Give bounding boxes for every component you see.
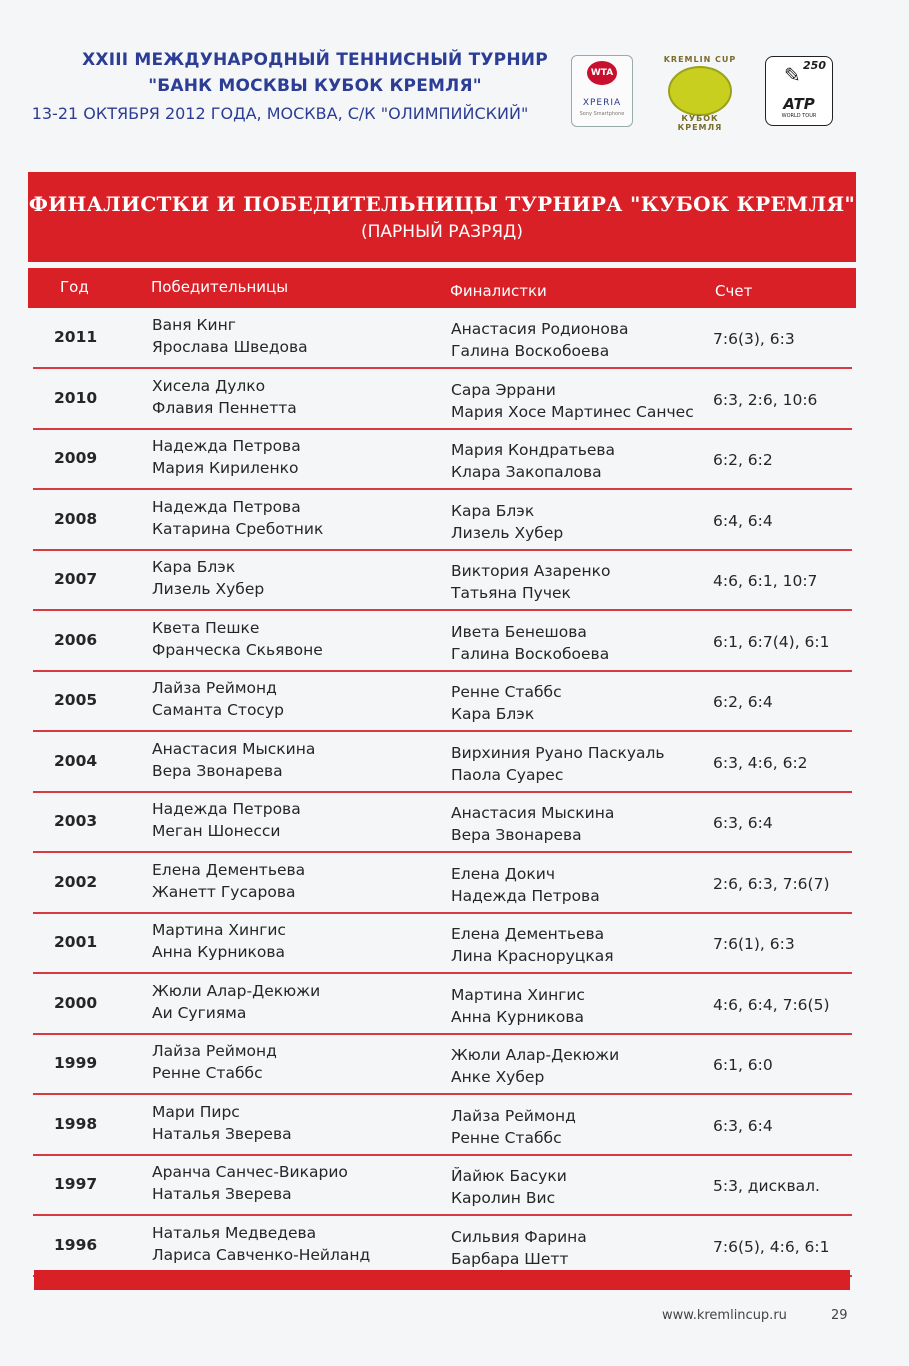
section-title: ФИНАЛИСТКИ И ПОБЕДИТЕЛЬНИЦЫ ТУРНИРА "КУБОК КРЕМЛЯ" bbox=[28, 192, 856, 216]
table-row bbox=[0, 974, 909, 1035]
finalists-cell bbox=[451, 984, 585, 1028]
score-cell: 4:6, 6:4, 7:6(5) bbox=[713, 995, 830, 1014]
winner-name: Жюли Алар-Декюжи bbox=[152, 981, 321, 1000]
wta-badge: WTA bbox=[587, 61, 617, 85]
score-cell: 2:6, 6:3, 7:6(7) bbox=[713, 874, 830, 893]
table-row bbox=[0, 732, 909, 793]
year-cell: 2005 bbox=[54, 691, 98, 709]
section-banner bbox=[28, 172, 856, 262]
finalist-name: Барбара Шетт bbox=[451, 1249, 569, 1268]
year-cell: 2004 bbox=[54, 751, 98, 770]
finalist-name: Сара Эррани bbox=[451, 380, 556, 399]
column-header-winners: Победительницы bbox=[151, 278, 289, 296]
finalist-name: Анке Хубер bbox=[451, 1068, 545, 1086]
score-cell: 6:2, 6:4 bbox=[713, 693, 773, 711]
table-row bbox=[0, 490, 909, 551]
winner-name: Елена Дементьева bbox=[152, 860, 306, 879]
winner-name: Лизель Хубер bbox=[152, 580, 265, 598]
kremlin-cup-bottom-text: КУБОК КРЕМЛЯ bbox=[677, 114, 723, 132]
winner-name: Ваня Кинг bbox=[152, 316, 236, 334]
finalists-cell bbox=[451, 439, 615, 483]
winners-cell bbox=[152, 738, 315, 782]
score-cell: 6:3, 6:4 bbox=[713, 814, 773, 832]
column-header-finalists: Финалистки bbox=[450, 282, 547, 300]
score-cell: 6:3, 4:6, 6:2 bbox=[713, 753, 808, 772]
score-cell: 6:4, 6:4 bbox=[713, 511, 773, 530]
winner-name: Ярослава Шведова bbox=[152, 338, 308, 356]
winner-name: Франческа Скьявоне bbox=[152, 640, 323, 659]
finalist-name: Анна Курникова bbox=[451, 1007, 584, 1026]
winner-name: Лайза Реймонд bbox=[152, 1042, 277, 1060]
winner-name: Надежда Петрова bbox=[152, 800, 301, 818]
finalist-name: Анастасия Родионова bbox=[451, 320, 629, 338]
table-row bbox=[0, 1155, 909, 1216]
year-cell: 1997 bbox=[54, 1175, 98, 1193]
table-row bbox=[0, 308, 909, 369]
finalist-name: Ренне Стаббс bbox=[451, 1128, 562, 1147]
finalist-name: Лизель Хубер bbox=[451, 523, 564, 542]
winners-cell bbox=[152, 617, 323, 661]
year-cell: 2006 bbox=[54, 630, 98, 649]
year-cell: 2010 bbox=[54, 388, 98, 407]
finalists-cell bbox=[451, 621, 609, 665]
table-row bbox=[0, 429, 909, 490]
finalists-cell bbox=[451, 681, 562, 725]
finalists-cell bbox=[451, 742, 665, 786]
table-row bbox=[0, 1216, 909, 1277]
finalists-cell bbox=[451, 1165, 567, 1209]
winner-name: Мари Пирс bbox=[152, 1102, 240, 1121]
winners-cell bbox=[152, 1161, 348, 1205]
column-header-year: Год bbox=[60, 278, 89, 296]
atp-250-logo bbox=[765, 56, 833, 126]
winners-cell bbox=[152, 980, 320, 1024]
winner-name: Анастасия Мыскина bbox=[152, 739, 316, 758]
winners-cell bbox=[152, 496, 323, 540]
finalist-name: Ивета Бенешова bbox=[451, 622, 587, 641]
winners-cell bbox=[152, 1222, 370, 1266]
finalist-name: Анастасия Мыскина bbox=[451, 804, 615, 822]
finalist-name: Галина Воскобоева bbox=[451, 644, 610, 663]
winners-cell bbox=[152, 435, 301, 479]
column-header-score: Счет bbox=[715, 282, 753, 300]
year-cell: 2001 bbox=[54, 933, 98, 951]
finalist-name: Паола Суарес bbox=[451, 765, 564, 784]
finalists-cell bbox=[451, 1105, 576, 1149]
winner-name: Мартина Хингис bbox=[152, 921, 286, 939]
score-cell: 7:6(5), 4:6, 6:1 bbox=[713, 1237, 830, 1256]
finalist-name: Мария Кондратьева bbox=[451, 441, 616, 459]
finalists-cell bbox=[451, 379, 694, 423]
finalist-name: Йайюк Басуки bbox=[451, 1167, 567, 1185]
tennis-ball-icon bbox=[668, 66, 732, 116]
year-cell: 1996 bbox=[54, 1235, 98, 1254]
table-row bbox=[0, 913, 909, 974]
table-header bbox=[28, 268, 856, 308]
winner-name: Наталья Медведева bbox=[152, 1223, 317, 1242]
kremlin-cup-logo bbox=[660, 52, 740, 132]
winners-cell bbox=[152, 919, 286, 963]
table-row bbox=[0, 369, 909, 430]
winner-name: Саманта Стосур bbox=[152, 701, 284, 719]
finalists-cell bbox=[451, 1226, 587, 1270]
finalist-name: Елена Дементьева bbox=[451, 925, 605, 943]
tournament-title: XXIII МЕЖДУНАРОДНЫЙ ТЕННИСНЫЙ ТУРНИР bbox=[82, 50, 548, 70]
finalists-cell bbox=[451, 863, 600, 907]
finalists-cell bbox=[451, 1044, 619, 1088]
winner-name: Аранча Санчес-Викарио bbox=[152, 1163, 348, 1181]
table-row bbox=[0, 792, 909, 853]
finalist-name: Кара Блэк bbox=[451, 705, 535, 723]
winner-name: Хисела Дулко bbox=[152, 376, 266, 395]
finalist-name: Сильвия Фарина bbox=[451, 1227, 587, 1246]
score-cell: 6:2, 6:2 bbox=[713, 451, 773, 469]
finalist-name: Каролин Вис bbox=[451, 1189, 556, 1207]
footer-bar bbox=[34, 1270, 850, 1290]
year-cell: 2009 bbox=[54, 449, 98, 467]
tournament-dates: 13-21 ОКТЯБРЯ 2012 ГОДА, МОСКВА, С/К "ОЛИМПИЙСКИЙ" bbox=[31, 104, 529, 123]
year-cell: 2011 bbox=[54, 328, 98, 346]
winners-cell bbox=[152, 314, 308, 358]
atp-text: ATP bbox=[783, 95, 815, 113]
score-cell: 6:1, 6:0 bbox=[713, 1056, 773, 1074]
winner-name: Наталья Зверева bbox=[152, 1185, 292, 1203]
year-cell: 2000 bbox=[54, 993, 98, 1012]
year-cell: 2002 bbox=[54, 872, 98, 891]
winners-cell bbox=[152, 798, 301, 842]
winner-name: Мария Кириленко bbox=[152, 459, 299, 477]
score-cell: 6:3, 2:6, 10:6 bbox=[713, 390, 818, 409]
winners-cell bbox=[152, 677, 284, 721]
score-cell: 6:1, 6:7(4), 6:1 bbox=[713, 632, 830, 651]
winner-name: Катарина Среботник bbox=[152, 519, 324, 538]
winners-cell bbox=[152, 375, 297, 419]
winner-name: Флавия Пеннетта bbox=[152, 398, 297, 417]
finalist-name: Мартина Хингис bbox=[451, 985, 585, 1004]
wta-xperia-logo bbox=[571, 55, 633, 127]
finalist-name: Кара Блэк bbox=[451, 501, 535, 520]
year-cell: 1999 bbox=[54, 1054, 98, 1072]
winner-name: Аи Сугияма bbox=[152, 1003, 247, 1022]
winners-cell bbox=[152, 1101, 292, 1145]
finalist-name: Татьяна Пучек bbox=[451, 584, 571, 602]
winner-name: Лайза Реймонд bbox=[152, 679, 277, 697]
finalists-cell bbox=[451, 560, 610, 604]
winners-cell bbox=[152, 859, 305, 903]
tournament-name: "БАНК МОСКВЫ КУБОК КРЕМЛЯ" bbox=[148, 76, 482, 96]
tennis-player-icon: ✎ bbox=[784, 63, 801, 87]
xperia-text: XPERIA bbox=[582, 98, 622, 108]
winner-name: Кара Блэк bbox=[152, 558, 236, 576]
winner-name: Наталья Зверева bbox=[152, 1124, 292, 1143]
atp-250-number: 250 bbox=[803, 59, 826, 72]
year-cell: 1998 bbox=[54, 1114, 98, 1133]
winner-name: Надежда Петрова bbox=[152, 497, 301, 516]
table-row bbox=[0, 550, 909, 611]
atp-world-tour-text: WORLD TOUR bbox=[781, 113, 817, 119]
finalist-name: Клара Закопалова bbox=[451, 463, 602, 481]
xperia-subtext: Sony Smartphone bbox=[579, 111, 625, 117]
score-cell: 7:6(1), 6:3 bbox=[713, 935, 795, 953]
winner-name: Лариса Савченко-Нейланд bbox=[152, 1245, 371, 1264]
winner-name: Ренне Стаббс bbox=[152, 1064, 263, 1082]
winner-name: Квета Пешке bbox=[152, 618, 260, 637]
finalists-cell bbox=[451, 500, 563, 544]
finalist-name: Лайза Реймонд bbox=[451, 1106, 576, 1125]
finalist-name: Вирхиния Руано Паскуаль bbox=[451, 743, 665, 762]
finalist-name: Елена Докич bbox=[451, 864, 555, 883]
table-row bbox=[0, 1034, 909, 1095]
year-cell: 2007 bbox=[54, 570, 98, 588]
finalist-name: Мария Хосе Мартинес Санчес bbox=[451, 402, 694, 421]
winner-name: Жанетт Гусарова bbox=[152, 882, 296, 901]
finalist-name: Жюли Алар-Декюжи bbox=[451, 1046, 620, 1064]
finalists-cell bbox=[451, 318, 629, 362]
page-header bbox=[0, 0, 909, 150]
score-cell: 4:6, 6:1, 10:7 bbox=[713, 572, 818, 590]
table-row bbox=[0, 1095, 909, 1156]
year-cell: 2003 bbox=[54, 812, 98, 830]
finalist-name: Вера Звонарева bbox=[451, 826, 582, 844]
table-row bbox=[0, 853, 909, 914]
winners-cell bbox=[152, 1040, 277, 1084]
finalists-cell bbox=[451, 923, 614, 967]
score-cell: 7:6(3), 6:3 bbox=[713, 330, 795, 348]
finalist-name: Ренне Стаббс bbox=[451, 683, 562, 701]
score-cell: 5:3, дисквал. bbox=[713, 1177, 820, 1195]
year-cell: 2008 bbox=[54, 509, 98, 528]
kremlin-cup-top-text: KREMLIN CUP bbox=[663, 55, 737, 64]
winner-name: Анна Курникова bbox=[152, 943, 285, 961]
finalists-cell bbox=[451, 802, 614, 846]
winner-name: Меган Шонесси bbox=[152, 822, 281, 840]
table-row bbox=[0, 671, 909, 732]
winner-name: Надежда Петрова bbox=[152, 437, 301, 455]
page-number: 29 bbox=[831, 1308, 848, 1323]
finalist-name: Лина Красноруцкая bbox=[451, 947, 614, 965]
finalist-name: Надежда Петрова bbox=[451, 886, 600, 905]
finalist-name: Галина Воскобоева bbox=[451, 342, 610, 360]
section-subtitle: (ПАРНЫЙ РАЗРЯД) bbox=[361, 222, 523, 242]
score-cell: 6:3, 6:4 bbox=[713, 1116, 773, 1135]
table-row bbox=[0, 611, 909, 672]
website-url: www.kremlincup.ru bbox=[662, 1308, 787, 1323]
winners-cell bbox=[152, 556, 264, 600]
winner-name: Вера Звонарева bbox=[152, 761, 283, 780]
finalist-name: Виктория Азаренко bbox=[451, 562, 611, 580]
